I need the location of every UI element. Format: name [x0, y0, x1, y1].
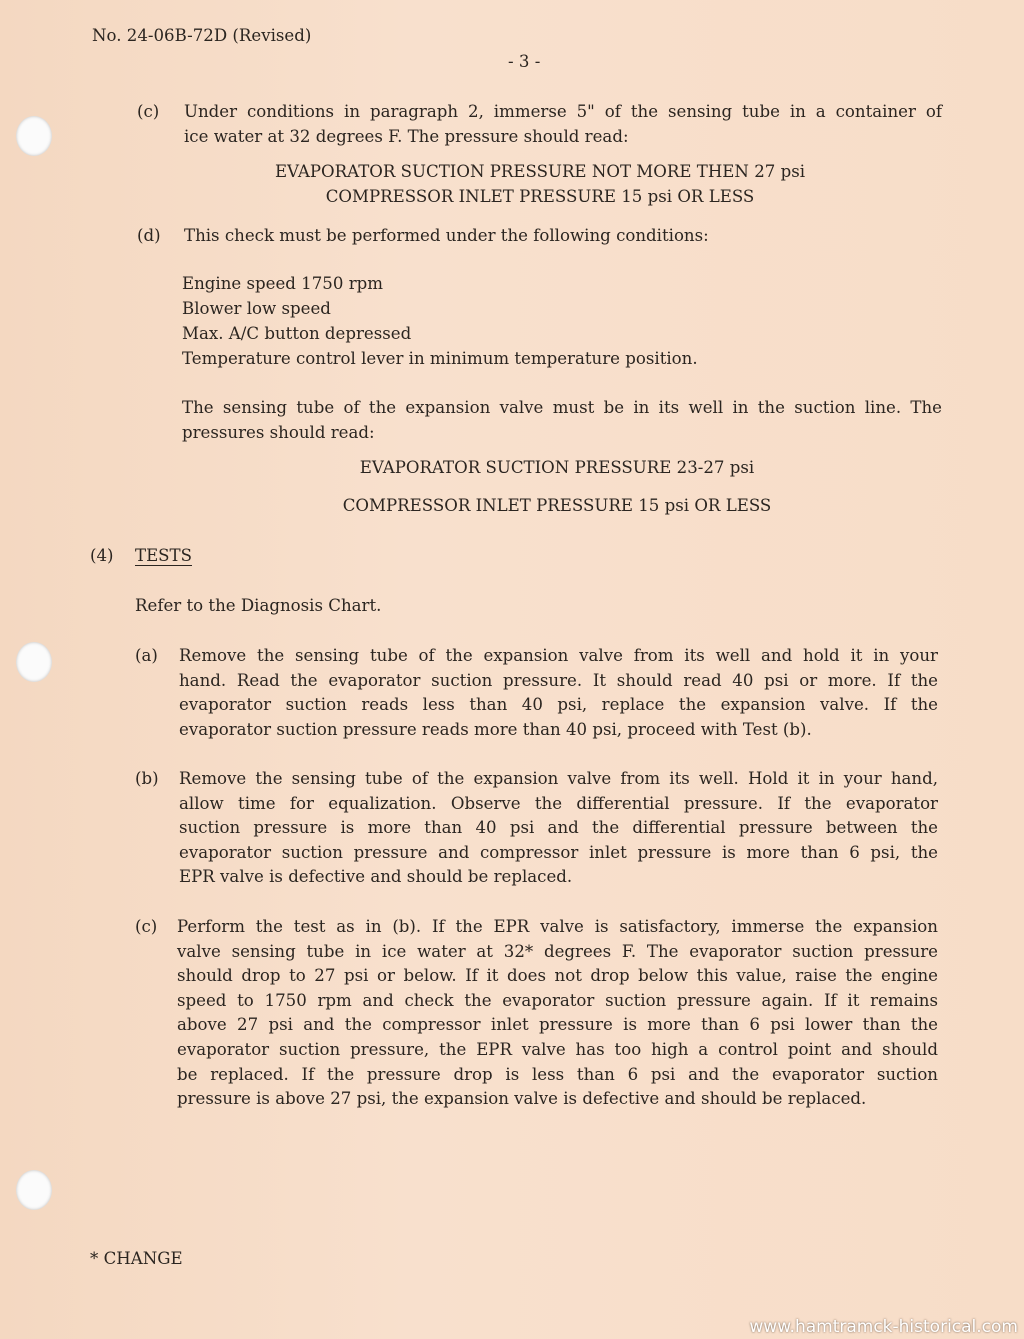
text-line: Remove the sensing tube of the expansion valve from its well and hold it in your [179, 646, 938, 665]
punch-hole [16, 1170, 52, 1210]
punch-hole [16, 642, 52, 682]
paragraph [179, 767, 938, 890]
item-label: (c) [135, 917, 158, 936]
paragraph-text: Refer to the Diagnosis Chart. [135, 596, 382, 615]
change-note: * CHANGE [90, 1249, 183, 1268]
item-label: (b) [135, 769, 159, 788]
text-line: speed to 1750 rpm and check the evaporator suction pressure again. If it remains [177, 990, 938, 1010]
text-line: evaporator suction pressure, the EPR valve has too high a control point and should [177, 1039, 938, 1059]
spec-line: EVAPORATOR SUCTION PRESSURE 23-27 psi [359, 458, 755, 477]
text-line: hand. Read the evaporator suction pressure. It should read 40 psi or more. If the [179, 670, 938, 690]
spec-line: COMPRESSOR INLET PRESSURE 15 psi OR LESS [325, 187, 755, 206]
text-line: Under conditions in paragraph 2, immerse 5" of the sensing tube in a container of [184, 102, 942, 121]
item-label: (c) [137, 102, 160, 121]
document-number: No. 24-06B-72D (Revised) [92, 26, 312, 45]
paragraph [179, 644, 938, 742]
paragraph [182, 396, 942, 445]
text-line: valve sensing tube in ice water at 32* degrees F. The evaporator suction pressure [177, 941, 938, 961]
text-line: above 27 psi and the compressor inlet pressure is more than 6 psi lower than the [177, 1015, 938, 1035]
text-line: ice water at 32 degrees F. The pressure should read: [184, 126, 629, 146]
watermark: www.hamtramck-historical.com [749, 1317, 1018, 1337]
item-label: (d) [137, 226, 161, 245]
text-line: allow time for equalization. Observe the differential pressure. If the evaporator [179, 793, 938, 813]
text-line: should drop to 27 psi or below. If it does not drop below this value, raise the engine [177, 966, 938, 986]
text-line: EPR valve is defective and should be replaced. [179, 867, 573, 887]
section-heading: TESTS [135, 546, 192, 565]
spec-line: COMPRESSOR INLET PRESSURE 15 psi OR LESS [342, 496, 772, 515]
text-line: Remove the sensing tube of the expansion valve from its well. Hold it in your hand, [179, 769, 938, 788]
paragraph [177, 915, 938, 1112]
text-line: Perform the test as in (b). If the EPR valve is satisfactory, immerse the expansion [177, 917, 938, 936]
spec-line: EVAPORATOR SUCTION PRESSURE NOT MORE THEN 27 psi [274, 162, 806, 181]
paragraph-text: This check must be performed under the following conditions: [184, 226, 709, 245]
text-line: evaporator suction pressure reads more than 40 psi, proceed with Test (b). [179, 719, 812, 739]
text-line: evaporator suction pressure and compressor inlet pressure is more than 6 psi, the [179, 842, 938, 862]
text-line: pressures should read: [182, 422, 375, 442]
text-line: The sensing tube of the expansion valve must be in its well in the suction line. The [182, 398, 942, 417]
section-number: (4) [90, 546, 114, 565]
text-line: pressure is above 27 psi, the expansion valve is defective and should be replaced. [177, 1089, 867, 1109]
condition-item: Engine speed 1750 rpm [182, 274, 383, 293]
text-line: evaporator suction reads less than 40 psi, replace the expansion valve. If the [179, 695, 938, 715]
punch-hole [16, 116, 52, 156]
item-label: (a) [135, 646, 158, 665]
condition-item: Temperature control lever in minimum temperature position. [182, 349, 698, 368]
page-number: - 3 - [508, 52, 541, 71]
paragraph [184, 100, 942, 149]
condition-item: Blower low speed [182, 299, 331, 318]
text-line: be replaced. If the pressure drop is less than 6 psi and the evaporator suction [177, 1064, 938, 1084]
text-line: suction pressure is more than 40 psi and the differential pressure between the [179, 818, 938, 838]
condition-item: Max. A/C button depressed [182, 324, 412, 343]
